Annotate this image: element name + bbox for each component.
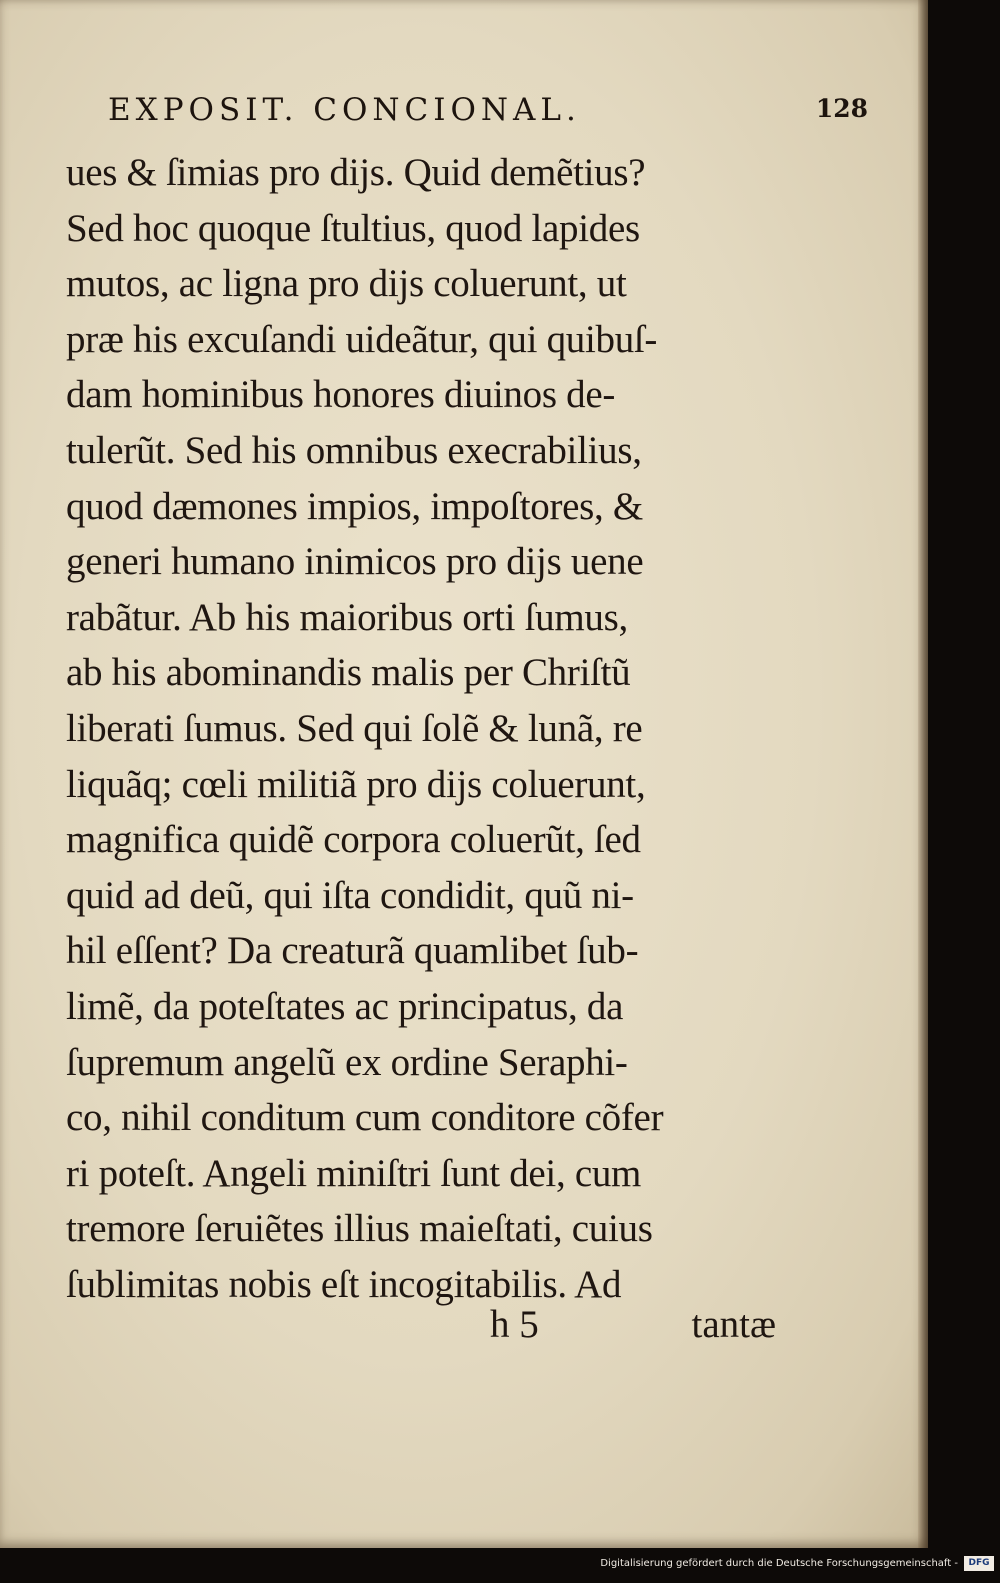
text-line: co, nihil conditum cum conditore cõfer (66, 1096, 664, 1140)
text-line: ri poteſt. Angeli miniſtri ſunt dei, cum (66, 1151, 642, 1195)
text-line: generi humano inimicos pro dijs uene (66, 540, 644, 584)
catchword: tantæ (691, 1303, 776, 1346)
text-line: rabãtur. Ab his maioribus orti ſumus, (66, 595, 628, 639)
text-line: magnifica quidẽ corpora coluerũt, ſed (66, 818, 641, 862)
text-block (66, 145, 786, 1312)
text-line: Sed hoc quoque ſtultius, quod lapides (66, 206, 640, 250)
text-line: tremore ſeruiẽtes illius maieſtati, cuius (66, 1207, 653, 1251)
text-line: tulerũt. Sed his omnibus execrabilius, (66, 428, 642, 472)
signature-mark: h 5 (490, 1303, 539, 1346)
folio-number: 128 (815, 94, 868, 123)
text-line: dam hominibus honores diuinos de- (66, 373, 616, 417)
footer-bar (0, 1548, 1000, 1583)
text-line: limẽ, da poteſtates ac principatus, da (66, 984, 624, 1028)
text-line: ab his abominandis malis per Chriſtũ (66, 651, 631, 695)
text-line: ſublimitas nobis eſt incogitabilis. Ad (66, 1262, 622, 1306)
text-line: quod dæmones impios, impoſtores, & (66, 484, 643, 528)
text-line: mutos, ac ligna pro dijs coluerunt, ut (66, 262, 627, 306)
text-line: hil eſſent? Da creaturã quamlibet ſub- (66, 929, 639, 973)
dfg-logo-icon: DFG (964, 1556, 994, 1571)
running-title: EXPOSIT. CONCIONAL. (108, 92, 581, 128)
signature-line (66, 1298, 786, 1354)
text-line: ues & ſimias pro dijs. Quid demẽtius? (66, 151, 646, 194)
text-line: ſupremum angelũ ex ordine Seraphi- (66, 1040, 628, 1084)
text-line: liberati ſumus. Sed qui ſolẽ & lunã, re (66, 706, 643, 750)
text-line: præ his excuſandi uideãtur, qui quibuſ- (66, 317, 658, 361)
funding-credit: Digitalisierung gefördert durch die Deutsche Forschungsgemeinschaft - (600, 1558, 958, 1569)
text-line: liquãq; cœli militiã pro dijs coluerunt, (66, 762, 646, 806)
page-header (108, 92, 868, 136)
text-line: quid ad deũ, qui iſta condidit, quũ ni- (66, 873, 634, 917)
